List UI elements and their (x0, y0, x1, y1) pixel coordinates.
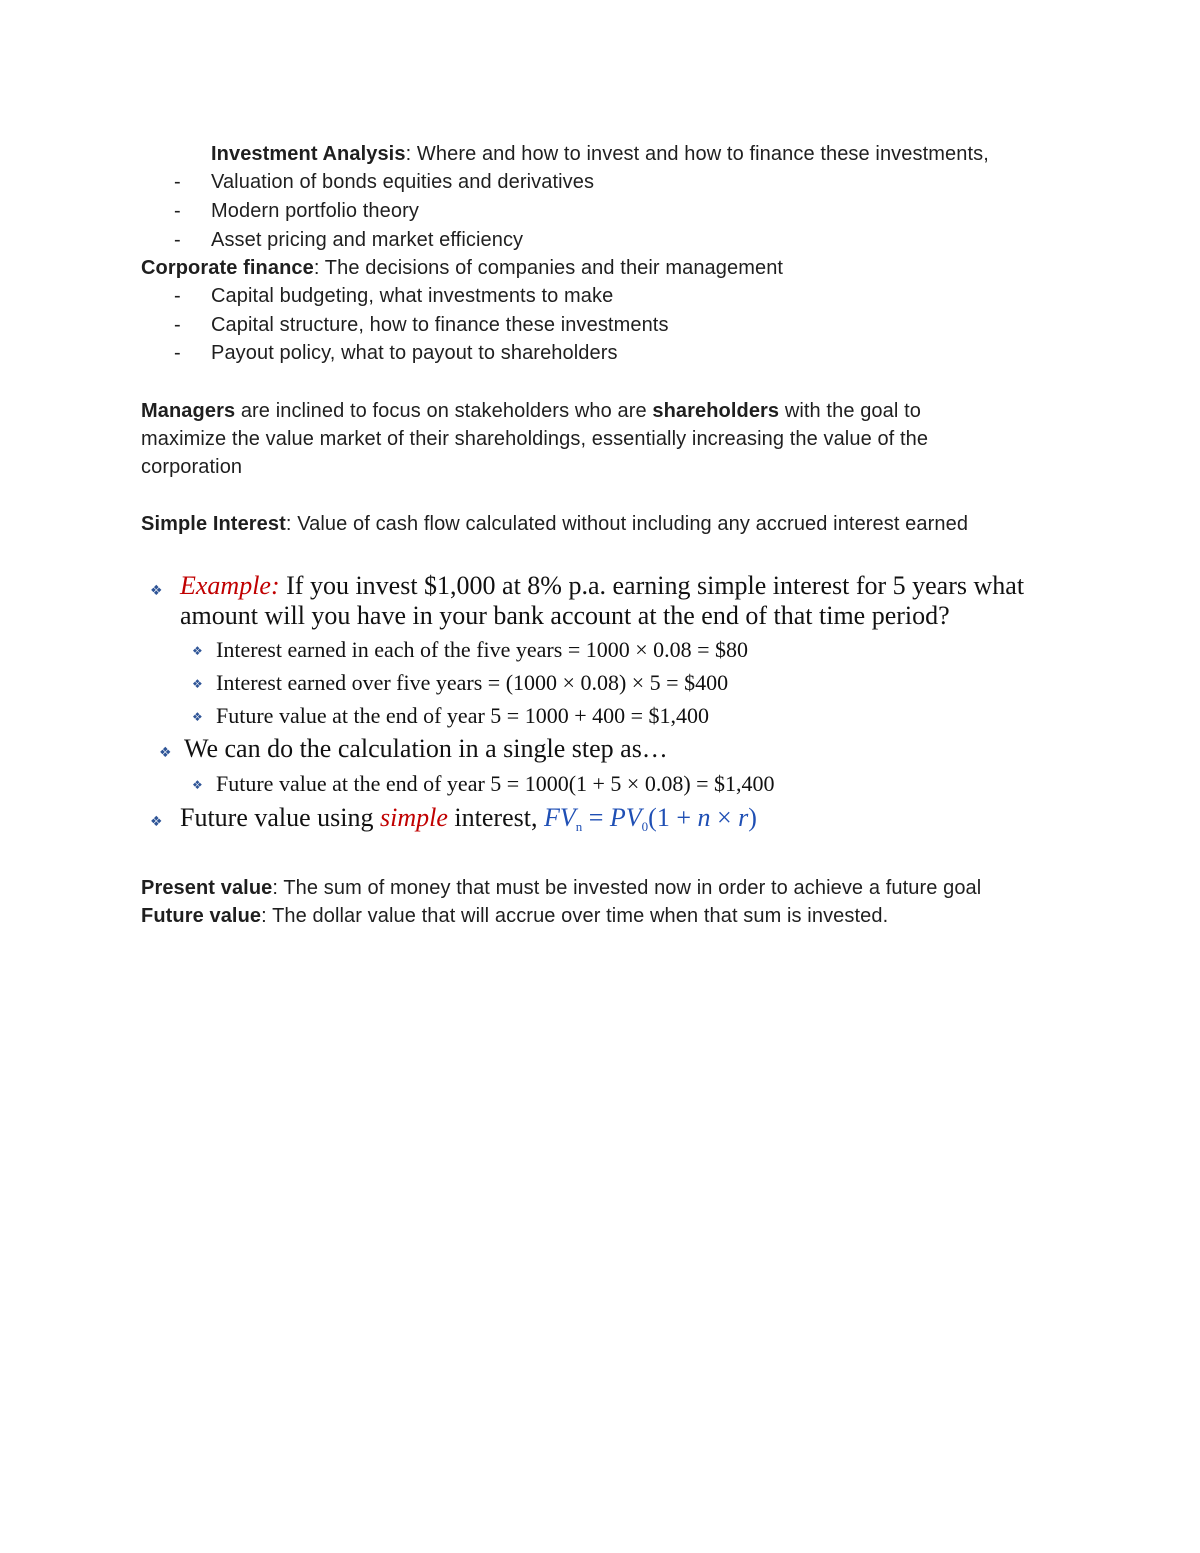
formula-prefix: Future value using (180, 803, 381, 832)
diamond-bullet-icon: ❖ (192, 677, 203, 691)
investment-analysis-line (211, 140, 989, 168)
formula-fv: FV (543, 803, 576, 832)
present-value-desc: : The sum of money that must be invested now in order to achieve a future goal (272, 877, 982, 899)
managers-line-1 (141, 397, 921, 425)
bullet-dash: - (174, 285, 181, 307)
diamond-bullet-icon: ❖ (192, 644, 203, 658)
formula-r-var: r (738, 803, 749, 832)
example-step-1: Interest earned in each of the five years = 1000 × 0.08 = $80 (216, 637, 749, 662)
example-step-3: Future value at the end of year 5 = 1000 + 400 = $1,400 (216, 703, 710, 728)
diamond-bullet-icon: ❖ (192, 710, 203, 724)
formula-equals: = (582, 803, 610, 832)
diamond-bullet-icon: ❖ (192, 778, 203, 792)
formula-paren-open: (1 + (648, 803, 698, 832)
corporate-finance-desc: : The decisions of companies and their management (313, 257, 784, 279)
managers-line-3: corporation (141, 456, 243, 478)
bullet-dash: - (174, 229, 181, 251)
formula-times: × (710, 803, 739, 832)
diamond-bullet-icon: ❖ (159, 744, 172, 760)
bullet-dash: - (174, 314, 181, 336)
example-step-2: Interest earned over five years = (1000 × 0.08) × 5 = $400 (216, 670, 729, 695)
managers-text-2: with the goal to (779, 400, 921, 422)
example-question-line-2: amount will you have in your bank account at the end of that time period? (180, 601, 950, 630)
example-question-line-1 (180, 570, 1024, 602)
example-step-4: Future value at the end of year 5 = 1000(1 + 5 × 0.08) = $1,400 (216, 771, 775, 796)
managers-text: are inclined to focus on stakeholders who are (235, 400, 653, 422)
formula-n-var: n (697, 803, 711, 832)
simple-interest-heading: Simple Interest (141, 513, 286, 535)
list-item: Valuation of bonds equities and derivatives (211, 171, 595, 193)
example-single-step: We can do the calculation in a single step as… (184, 734, 668, 763)
managers-line-2: maximize the value market of their shareholdings, essentially increasing the value of the (141, 428, 929, 450)
simple-interest-line (141, 510, 968, 538)
present-value-heading: Present value (141, 877, 273, 899)
bullet-dash: - (174, 171, 181, 193)
future-value-line (141, 902, 888, 930)
bullet-dash: - (174, 200, 181, 222)
formula-fv-subscript: n (575, 819, 583, 834)
shareholders-bold: shareholders (652, 400, 780, 422)
future-value-heading: Future value (141, 905, 262, 927)
formula-pv: PV (609, 803, 642, 832)
present-value-line (141, 874, 981, 902)
list-item: Asset pricing and market efficiency (211, 229, 524, 251)
investment-analysis-heading: Investment Analysis (211, 143, 406, 165)
future-value-desc: : The dollar value that will accrue over time when that sum is invested. (261, 905, 889, 927)
corporate-finance-heading: Corporate finance (141, 257, 314, 279)
list-item: Payout policy, what to payout to shareholders (211, 342, 618, 364)
diamond-bullet-icon: ❖ (150, 813, 163, 829)
corporate-finance-line (141, 254, 783, 282)
list-item: Capital structure, how to finance these investments (211, 314, 669, 336)
list-item: Capital budgeting, what investments to make (211, 285, 614, 307)
managers-bold: Managers (141, 400, 236, 422)
formula-mid: interest, (447, 803, 544, 832)
formula-pv-subscript: 0 (641, 819, 649, 834)
diamond-bullet-icon: ❖ (150, 582, 163, 598)
example-question-1: If you invest $1,000 at 8% p.a. earning simple interest for 5 years what (279, 571, 1025, 600)
formula-simple-word: simple (380, 803, 448, 832)
bullet-dash: - (174, 342, 181, 364)
example-label: Example: (180, 571, 280, 600)
future-value-formula-line (180, 802, 757, 834)
formula-paren-close: ) (748, 803, 757, 832)
simple-interest-desc: : Value of cash flow calculated without including any accrued interest earned (285, 513, 969, 535)
list-item: Modern portfolio theory (211, 200, 419, 222)
investment-analysis-desc: : Where and how to invest and how to finance these investments, (405, 143, 989, 165)
